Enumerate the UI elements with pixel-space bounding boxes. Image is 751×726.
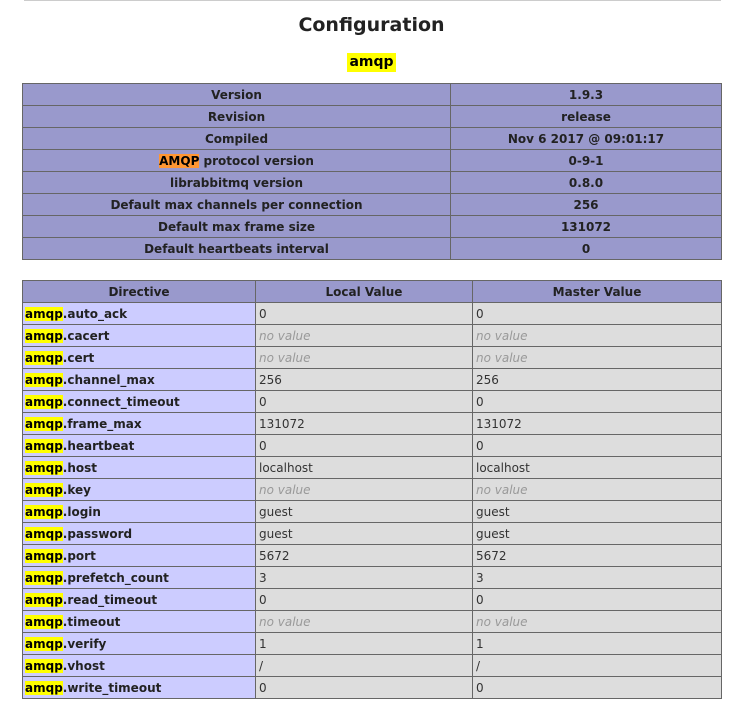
local-value: 0: [256, 435, 473, 457]
directive-name-suffix: .cacert: [62, 328, 110, 343]
master-value: guest: [473, 501, 722, 523]
directive-name: [23, 633, 256, 655]
directive-name: [23, 457, 256, 479]
master-value: no value: [473, 479, 722, 501]
search-highlight: amqp: [25, 438, 63, 453]
search-highlight: amqp: [25, 460, 63, 475]
directive-name: [23, 567, 256, 589]
directive-name-suffix: .cert: [62, 350, 95, 365]
directive-row: [23, 413, 722, 435]
local-value: 1: [256, 633, 473, 655]
master-value: no value: [473, 611, 722, 633]
directive-name: [23, 655, 256, 677]
info-label: Compiled: [23, 128, 451, 150]
directive-name-suffix: .channel_max: [62, 372, 155, 387]
master-value: 0: [473, 303, 722, 325]
info-label: Default max frame size: [23, 216, 451, 238]
info-row: [23, 216, 722, 238]
search-highlight: amqp: [25, 548, 63, 563]
master-value-column-header: Master Value: [473, 281, 722, 303]
directive-row: [23, 545, 722, 567]
local-value: 5672: [256, 545, 473, 567]
info-row: [23, 84, 722, 106]
master-value: 1: [473, 633, 722, 655]
top-divider: [24, 0, 721, 1]
directive-name-suffix: .host: [62, 460, 98, 475]
directive-name-suffix: .key: [62, 482, 91, 497]
local-value: no value: [256, 479, 473, 501]
local-value: no value: [256, 347, 473, 369]
directive-row: [23, 303, 722, 325]
local-value: 131072: [256, 413, 473, 435]
info-value: Nov 6 2017 @ 09:01:17: [451, 128, 722, 150]
info-label: Default max channels per connection: [23, 194, 451, 216]
info-value: 0.8.0: [451, 172, 722, 194]
directive-name: [23, 611, 256, 633]
info-row: [23, 238, 722, 260]
master-value: 5672: [473, 545, 722, 567]
directive-row: [23, 325, 722, 347]
info-row: [23, 106, 722, 128]
directive-name-suffix: .verify: [62, 636, 107, 651]
directive-row: [23, 391, 722, 413]
info-value: 0: [451, 238, 722, 260]
search-highlight: amqp: [25, 570, 63, 585]
search-highlight: amqp: [25, 416, 63, 431]
extension-info-table: [22, 83, 722, 260]
master-value: localhost: [473, 457, 722, 479]
directive-row: [23, 501, 722, 523]
info-label: [23, 150, 451, 172]
directive-name-suffix: .write_timeout: [62, 680, 162, 695]
local-value: 0: [256, 677, 473, 699]
master-value: guest: [473, 523, 722, 545]
directive-name: [23, 413, 256, 435]
search-highlight: amqp: [25, 394, 63, 409]
directive-name-suffix: .prefetch_count: [62, 570, 169, 585]
local-value: no value: [256, 611, 473, 633]
search-highlight: amqp: [25, 636, 63, 651]
directive-name-suffix: .timeout: [62, 614, 121, 629]
directive-row: [23, 677, 722, 699]
search-highlight: amqp: [25, 592, 63, 607]
master-value: /: [473, 655, 722, 677]
directive-name-suffix: .login: [62, 504, 101, 519]
info-value: 1.9.3: [451, 84, 722, 106]
directive-name: [23, 325, 256, 347]
search-highlight: amqp: [25, 658, 63, 673]
search-highlight: amqp: [25, 328, 63, 343]
master-value: no value: [473, 347, 722, 369]
directive-row: [23, 589, 722, 611]
search-highlight: amqp: [25, 680, 63, 695]
master-value: 0: [473, 677, 722, 699]
search-highlight: amqp: [25, 614, 63, 629]
local-value-column-header: Local Value: [256, 281, 473, 303]
master-value: 256: [473, 369, 722, 391]
directive-name: [23, 545, 256, 567]
local-value: 0: [256, 303, 473, 325]
directive-name-suffix: .read_timeout: [62, 592, 158, 607]
info-label: Version: [23, 84, 451, 106]
directive-name: [23, 677, 256, 699]
directive-name-suffix: .password: [62, 526, 133, 541]
info-label-text: protocol version: [199, 153, 314, 168]
directive-name-suffix: .vhost: [62, 658, 105, 673]
directive-name: [23, 589, 256, 611]
directive-row: [23, 347, 722, 369]
directive-name: [23, 523, 256, 545]
info-row: [23, 194, 722, 216]
directive-row: [23, 479, 722, 501]
directive-row: [23, 369, 722, 391]
directive-name: [23, 303, 256, 325]
extension-heading: [0, 51, 743, 72]
local-value: no value: [256, 325, 473, 347]
directive-row: [23, 633, 722, 655]
directive-name: [23, 435, 256, 457]
local-value: guest: [256, 523, 473, 545]
info-label: Default heartbeats interval: [23, 238, 451, 260]
directive-name-suffix: .connect_timeout: [62, 394, 180, 409]
master-value: 0: [473, 435, 722, 457]
local-value: 3: [256, 567, 473, 589]
local-value: localhost: [256, 457, 473, 479]
directives-table: [22, 280, 722, 699]
directive-name: [23, 501, 256, 523]
directive-row: [23, 611, 722, 633]
search-highlight-current: AMQP: [159, 153, 200, 168]
directive-row: [23, 435, 722, 457]
search-highlight: amqp: [25, 372, 63, 387]
directive-column-header: Directive: [23, 281, 256, 303]
local-value: 0: [256, 391, 473, 413]
search-highlight: amqp: [25, 526, 63, 541]
info-value: 0-9-1: [451, 150, 722, 172]
page-title: Configuration: [298, 14, 445, 36]
search-highlight: amqp: [25, 306, 63, 321]
master-value: no value: [473, 325, 722, 347]
master-value: 0: [473, 589, 722, 611]
directive-row: [23, 523, 722, 545]
info-row: [23, 172, 722, 194]
info-value: release: [451, 106, 722, 128]
extension-name-highlighted: amqp: [349, 54, 394, 70]
master-value: 3: [473, 567, 722, 589]
directives-header-row: [23, 281, 722, 303]
local-value: guest: [256, 501, 473, 523]
local-value: /: [256, 655, 473, 677]
info-label: librabbitmq version: [23, 172, 451, 194]
master-value: 131072: [473, 413, 722, 435]
search-highlight: amqp: [25, 504, 63, 519]
directive-row: [23, 655, 722, 677]
search-highlight: amqp: [25, 482, 63, 497]
info-row: [23, 128, 722, 150]
search-highlight: amqp: [25, 350, 63, 365]
directive-name: [23, 369, 256, 391]
info-row: [23, 150, 722, 172]
info-value: 131072: [451, 216, 722, 238]
directive-name-suffix: .heartbeat: [62, 438, 135, 453]
directive-row: [23, 567, 722, 589]
directive-name: [23, 347, 256, 369]
directive-name: [23, 479, 256, 501]
local-value: 256: [256, 369, 473, 391]
info-value: 256: [451, 194, 722, 216]
directive-name-suffix: .port: [62, 548, 96, 563]
local-value: 0: [256, 589, 473, 611]
directive-name-suffix: .auto_ack: [62, 306, 128, 321]
directive-name-suffix: .frame_max: [62, 416, 142, 431]
directive-name: [23, 391, 256, 413]
directive-row: [23, 457, 722, 479]
info-label: Revision: [23, 106, 451, 128]
master-value: 0: [473, 391, 722, 413]
